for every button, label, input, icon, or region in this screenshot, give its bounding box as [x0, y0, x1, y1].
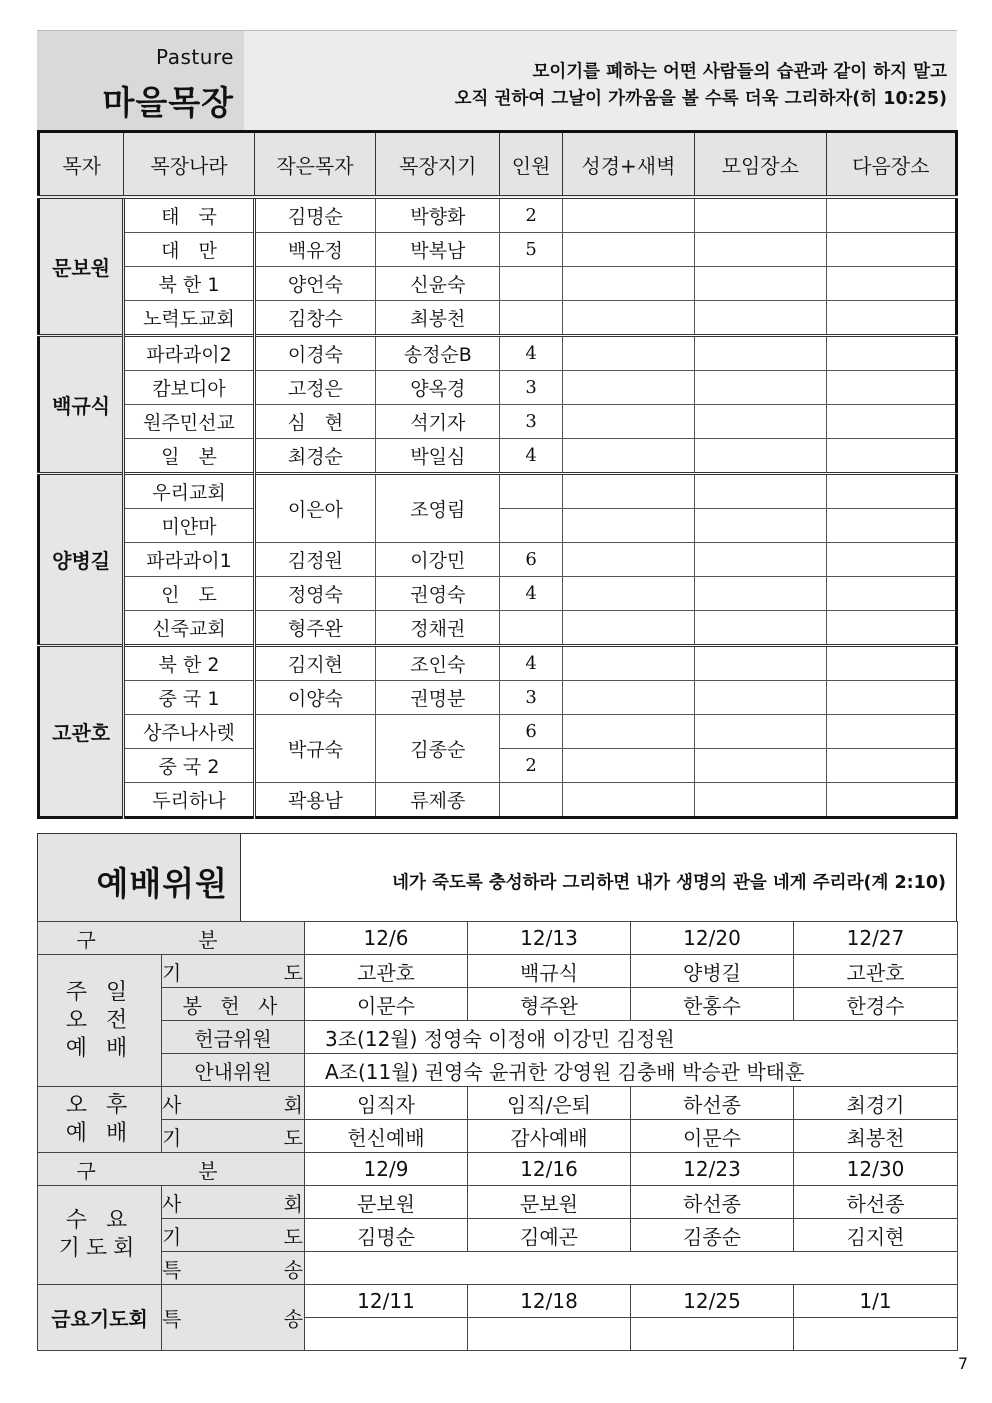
name-cell: 최봉천 [794, 1120, 958, 1153]
small-pastor-cell: 이경숙 [254, 336, 375, 371]
pasture-header-row [39, 132, 957, 198]
friday-date-row [38, 1285, 958, 1318]
pm-prayer-row [38, 1120, 958, 1153]
verse-line-1: 모이기를 폐하는 어떤 사람들의 습관과 같이 하지 말고 [532, 62, 947, 82]
count-cell [500, 611, 562, 646]
table-row [39, 336, 957, 371]
wed-special-song-row [38, 1252, 958, 1285]
name-cell: 헌신예배 [305, 1120, 468, 1153]
name-cell: 김종순 [631, 1219, 794, 1252]
empty-cell [695, 301, 826, 336]
table-row [39, 197, 957, 233]
pasture-header [37, 30, 957, 131]
keeper-cell: 박향화 [376, 197, 500, 233]
date-cell: 12/13 [468, 922, 631, 955]
name-cell: 최경기 [794, 1087, 958, 1120]
empty-cell [826, 474, 956, 509]
keeper-cell: 이강민 [376, 543, 500, 577]
empty-cell [826, 543, 956, 577]
count-cell: 6 [500, 543, 562, 577]
keeper-cell: 석기자 [376, 405, 500, 439]
name-cell: 한경수 [794, 988, 958, 1021]
name-cell: 하선종 [631, 1087, 794, 1120]
small-pastor-cell: 고정은 [254, 371, 375, 405]
nation-cell: 태 국 [124, 197, 254, 233]
small-pastor-cell: 김창수 [254, 301, 375, 336]
empty-cell [695, 749, 826, 783]
nation-cell: 노력도교회 [124, 301, 254, 336]
afternoon-label: 오 후 예 배 [38, 1087, 162, 1153]
empty-cell [562, 405, 694, 439]
empty-cell [695, 439, 826, 474]
nation-cell: 일 본 [124, 439, 254, 474]
empty-cell [826, 646, 956, 681]
pastor-name: 문보원 [39, 197, 124, 336]
keeper-cell: 조영림 [376, 474, 500, 543]
date-cell: 12/25 [631, 1285, 794, 1318]
worship-verse: 네가 죽도록 충성하라 그리하면 내가 생명의 관을 네게 주리라(계 2:10) [392, 873, 946, 893]
empty-cell [826, 509, 956, 543]
name-cell: 김명순 [305, 1219, 468, 1252]
nation-cell: 파라과이2 [124, 336, 254, 371]
small-pastor-cell: 양언숙 [254, 267, 375, 301]
small-pastor-cell: 형주완 [254, 611, 375, 646]
table-row [39, 233, 957, 267]
small-pastor-cell: 이양숙 [254, 681, 375, 715]
date-cell: 12/6 [305, 922, 468, 955]
table-row [39, 301, 957, 336]
keeper-cell: 권영숙 [376, 577, 500, 611]
pm-host-row [38, 1087, 958, 1120]
table-row [39, 474, 957, 509]
date-cell: 12/23 [631, 1153, 794, 1186]
empty-cell [562, 783, 694, 818]
name-cell: 이문수 [631, 1120, 794, 1153]
empty-cell [305, 1252, 958, 1285]
count-cell [500, 783, 562, 818]
small-pastor-cell: 심 현 [254, 405, 375, 439]
table-row [39, 646, 957, 681]
count-cell: 2 [500, 197, 562, 233]
empty-cell [468, 1318, 631, 1351]
count-cell: 4 [500, 646, 562, 681]
nation-cell: 우리교회 [124, 474, 254, 509]
count-cell: 5 [500, 233, 562, 267]
special-song-label: 특 송 [162, 1285, 305, 1351]
prayer-label: 기 도 [162, 1120, 305, 1153]
nation-cell: 인 도 [124, 577, 254, 611]
empty-cell [695, 336, 826, 371]
table-row [39, 405, 957, 439]
empty-cell [562, 646, 694, 681]
empty-cell [826, 301, 956, 336]
keeper-cell: 조인숙 [376, 646, 500, 681]
empty-cell [695, 267, 826, 301]
name-cell: 백규식 [468, 955, 631, 988]
pastor-name: 고관호 [39, 646, 124, 818]
empty-cell [562, 371, 694, 405]
name-cell: 한홍수 [631, 988, 794, 1021]
empty-cell [562, 681, 694, 715]
keeper-cell: 최봉천 [376, 301, 500, 336]
count-cell [500, 301, 562, 336]
worship-title-box [38, 834, 241, 922]
small-pastor-cell: 이은아 [254, 474, 375, 543]
pasture-table [37, 130, 958, 819]
empty-cell [826, 371, 956, 405]
count-cell: 6 [500, 715, 562, 749]
am-offering-row [38, 988, 958, 1021]
worship-title: 예배위원 [96, 864, 228, 903]
wednesday-date-row [38, 1153, 958, 1186]
col-header: 작은목자 [254, 132, 375, 198]
host-label: 사 회 [162, 1186, 305, 1219]
keeper-cell: 정채권 [376, 611, 500, 646]
am-prayer-row [38, 955, 958, 988]
nation-cell: 파라과이1 [124, 543, 254, 577]
date-cell: 1/1 [794, 1285, 958, 1318]
division-label: 구 분 [38, 1153, 305, 1186]
count-cell [500, 474, 562, 509]
name-cell: 이문수 [305, 988, 468, 1021]
small-pastor-cell: 김지현 [254, 646, 375, 681]
table-row [39, 371, 957, 405]
wed-prayer-row [38, 1219, 958, 1252]
page-number: 7 [957, 1354, 968, 1373]
empty-cell [695, 371, 826, 405]
empty-cell [826, 749, 956, 783]
name-cell: 고관호 [794, 955, 958, 988]
name-cell: 형주완 [468, 988, 631, 1021]
table-row [39, 267, 957, 301]
usher-row [38, 1054, 958, 1087]
empty-cell [826, 405, 956, 439]
col-header: 인원 [500, 132, 562, 198]
worship-table [37, 921, 958, 1351]
count-cell: 2 [500, 749, 562, 783]
date-cell: 12/11 [305, 1285, 468, 1318]
sunday-morning-label: 주 일 오 전 예 배 [38, 955, 162, 1087]
table-row [39, 681, 957, 715]
nation-cell: 북 한 2 [124, 646, 254, 681]
table-row [39, 715, 957, 749]
name-cell: 감사예배 [468, 1120, 631, 1153]
pasture-subtitle: Pasture [156, 45, 234, 69]
empty-cell [826, 577, 956, 611]
empty-cell [562, 715, 694, 749]
count-cell [500, 267, 562, 301]
small-pastor-cell: 정영숙 [254, 577, 375, 611]
keeper-cell: 류제종 [376, 783, 500, 818]
col-header: 모임장소 [695, 132, 826, 198]
offering-committee-members: 3조(12월) 정영숙 이정애 이강민 김정원 [305, 1021, 958, 1054]
name-cell: 하선종 [631, 1186, 794, 1219]
empty-cell [562, 267, 694, 301]
empty-cell [631, 1318, 794, 1351]
empty-cell [695, 474, 826, 509]
table-row [39, 543, 957, 577]
empty-cell [695, 197, 826, 233]
small-pastor-cell: 김명순 [254, 197, 375, 233]
empty-cell [695, 783, 826, 818]
keeper-cell: 신윤숙 [376, 267, 500, 301]
friday-label: 금요기도회 [38, 1285, 162, 1351]
keeper-cell: 송정순B [376, 336, 500, 371]
date-cell: 12/20 [631, 922, 794, 955]
nation-cell: 북 한 1 [124, 267, 254, 301]
pastor-name: 백규식 [39, 336, 124, 474]
table-row [39, 577, 957, 611]
empty-cell [695, 543, 826, 577]
keeper-cell: 김종순 [376, 715, 500, 783]
col-header: 목장지기 [376, 132, 500, 198]
wed-host-row [38, 1186, 958, 1219]
name-cell: 하선종 [794, 1186, 958, 1219]
date-cell: 12/27 [794, 922, 958, 955]
empty-cell [794, 1318, 958, 1351]
empty-cell [826, 715, 956, 749]
small-pastor-cell: 백유정 [254, 233, 375, 267]
name-cell: 문보원 [468, 1186, 631, 1219]
name-cell: 임직자 [305, 1087, 468, 1120]
nation-cell: 원주민선교 [124, 405, 254, 439]
count-cell: 3 [500, 681, 562, 715]
empty-cell [562, 509, 694, 543]
name-cell: 임직/은퇴 [468, 1087, 631, 1120]
prayer-label: 기 도 [162, 1219, 305, 1252]
small-pastor-cell: 박규숙 [254, 715, 375, 783]
usher-label: 안내위원 [162, 1054, 305, 1087]
nation-cell: 대 만 [124, 233, 254, 267]
date-cell: 12/30 [794, 1153, 958, 1186]
col-header: 성경+새벽 [562, 132, 694, 198]
empty-cell [826, 197, 956, 233]
small-pastor-cell: 곽용남 [254, 783, 375, 818]
empty-cell [562, 749, 694, 783]
empty-cell [695, 611, 826, 646]
date-cell: 12/18 [468, 1285, 631, 1318]
small-pastor-cell: 김정원 [254, 543, 375, 577]
nation-cell: 캄보디아 [124, 371, 254, 405]
prayer-label: 기 도 [162, 955, 305, 988]
nation-cell: 미얀마 [124, 509, 254, 543]
sunday-date-row [38, 922, 958, 955]
pasture-title-box [37, 31, 244, 131]
empty-cell [826, 233, 956, 267]
name-cell: 김예곤 [468, 1219, 631, 1252]
keeper-cell: 박일심 [376, 439, 500, 474]
empty-cell [562, 543, 694, 577]
empty-cell [695, 646, 826, 681]
keeper-cell: 양옥경 [376, 371, 500, 405]
nation-cell: 상주나사렛 [124, 715, 254, 749]
worship-header [37, 833, 957, 922]
pastor-name: 양병길 [39, 474, 124, 646]
special-song-label: 특 송 [162, 1252, 305, 1285]
nation-cell: 중 국 2 [124, 749, 254, 783]
empty-cell [695, 577, 826, 611]
nation-cell: 신죽교회 [124, 611, 254, 646]
empty-cell [562, 336, 694, 371]
division-label: 구 분 [38, 922, 305, 955]
empty-cell [826, 267, 956, 301]
table-row [39, 439, 957, 474]
empty-cell [562, 474, 694, 509]
count-cell [500, 509, 562, 543]
pasture-title: 마을목장 [102, 83, 234, 122]
empty-cell [695, 405, 826, 439]
verse-line-2: 오직 권하여 그날이 가까움을 볼 수록 더욱 그리하자(히 10:25) [454, 89, 947, 109]
empty-cell [562, 439, 694, 474]
empty-cell [826, 611, 956, 646]
col-header: 다음장소 [826, 132, 956, 198]
table-row [39, 783, 957, 818]
empty-cell [695, 509, 826, 543]
name-cell: 김지현 [794, 1219, 958, 1252]
empty-cell [562, 611, 694, 646]
empty-cell [826, 336, 956, 371]
name-cell: 양병길 [631, 955, 794, 988]
count-cell: 4 [500, 439, 562, 474]
empty-cell [562, 577, 694, 611]
count-cell: 4 [500, 336, 562, 371]
nation-cell: 두리하나 [124, 783, 254, 818]
col-header: 목자 [39, 132, 124, 198]
empty-cell [695, 715, 826, 749]
small-pastor-cell: 최경순 [254, 439, 375, 474]
offering-committee-label: 헌금위원 [162, 1021, 305, 1054]
empty-cell [695, 233, 826, 267]
name-cell: 고관호 [305, 955, 468, 988]
count-cell: 4 [500, 577, 562, 611]
keeper-cell: 권명분 [376, 681, 500, 715]
count-cell: 3 [500, 371, 562, 405]
offering-label: 봉 헌 사 [162, 988, 305, 1021]
empty-cell [562, 197, 694, 233]
empty-cell [826, 681, 956, 715]
nation-cell: 중 국 1 [124, 681, 254, 715]
wednesday-label: 수 요 기도회 [38, 1186, 162, 1285]
keeper-cell: 박복남 [376, 233, 500, 267]
col-header: 목장나라 [124, 132, 254, 198]
host-label: 사 회 [162, 1087, 305, 1120]
offering-committee-row [38, 1021, 958, 1054]
name-cell: 문보원 [305, 1186, 468, 1219]
count-cell: 3 [500, 405, 562, 439]
date-cell: 12/16 [468, 1153, 631, 1186]
empty-cell [562, 301, 694, 336]
empty-cell [562, 233, 694, 267]
empty-cell [826, 439, 956, 474]
date-cell: 12/9 [305, 1153, 468, 1186]
table-row [39, 611, 957, 646]
usher-members: A조(11월) 권영숙 윤귀한 강영원 김충배 박승관 박태훈 [305, 1054, 958, 1087]
empty-cell [826, 783, 956, 818]
empty-cell [695, 681, 826, 715]
